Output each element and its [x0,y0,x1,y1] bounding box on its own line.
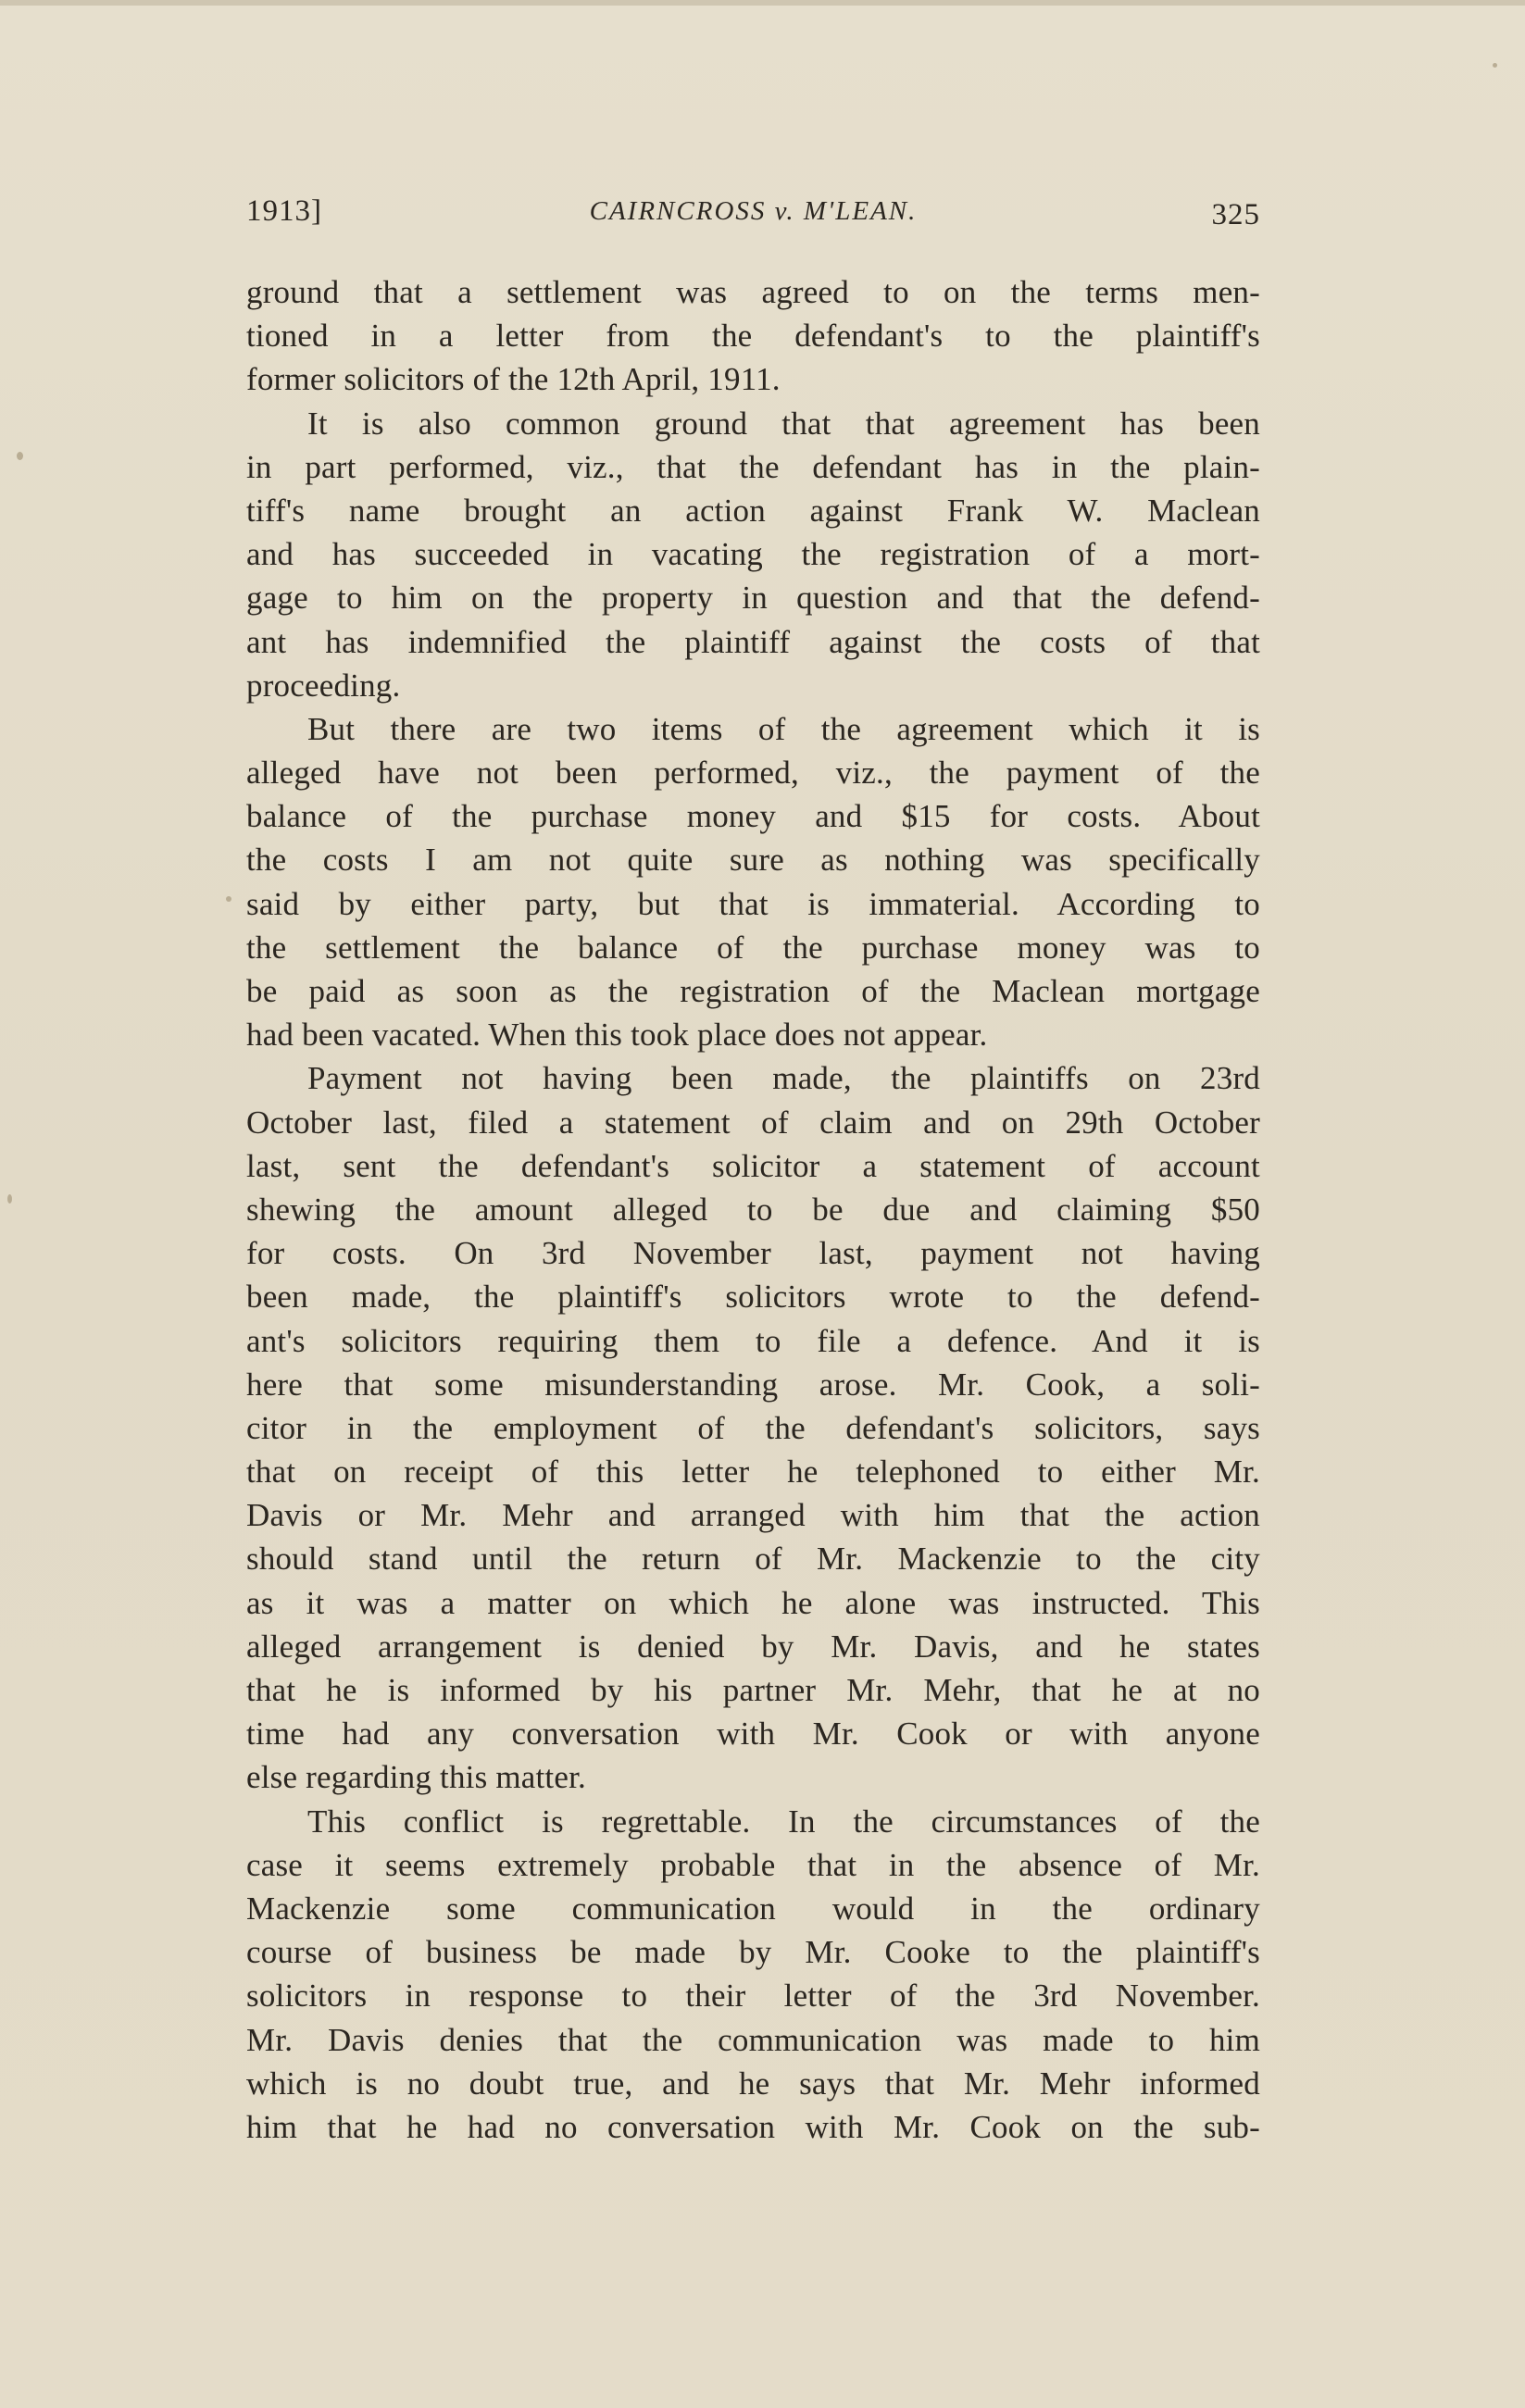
text-line: that on receipt of this letter he telephoned to either Mr. [246,1454,1260,1491]
text-line: gage to him on the property in question and that the defend- [246,580,1260,617]
text-line: Davis or Mr. Mehr and arranged with him that the action [246,1497,1260,1534]
text-line: solicitors in response to their letter of the 3rd November. [246,1978,1260,2015]
text-line: former solicitors of the 12th April, 1911. [246,361,781,398]
text-line: case it seems extremely probable that in the absence of Mr. [246,1846,1260,1883]
text-line: for costs. On 3rd November last, payment not having [246,1235,1260,1272]
text-line: last, sent the defendant's solicitor a statement of account [246,1147,1260,1184]
header-year: 1913] [246,194,322,228]
text-line: It is also common ground that that agreement has been [307,405,1260,442]
text-line: proceeding. [246,667,401,704]
text-line: time had any conversation with Mr. Cook or with anyone [246,1716,1260,1753]
page-top-edge [0,0,1525,6]
text-line: else regarding this matter. [246,1759,586,1796]
text-line: said by either party, but that is immaterial. According to [246,885,1260,922]
text-line: here that some misunderstanding arose. Mr. Cook, a soli- [246,1366,1260,1403]
text-line: October last, filed a statement of claim and on 29th October [246,1104,1260,1141]
text-line: had been vacated. When this took place does not appear. [246,1017,988,1054]
text-line: in part performed, viz., that the defendant has in the plain- [246,448,1260,485]
text-line: ground that a settlement was agreed to on the terms men- [246,274,1260,310]
text-line: which is no doubt true, and he says that Mr. Mehr informed [246,2065,1260,2102]
text-line: as it was a matter on which he alone was instructed. This [246,1584,1260,1621]
paper-speck [17,452,23,460]
text-line: be paid as soon as the registration of the Maclean mortgage [246,973,1260,1009]
text-line: Payment not having been made, the plaintiffs on 23rd [307,1060,1260,1097]
text-line: Mr. Davis denies that the communication was made to him [246,2021,1260,2058]
text-line: ant's solicitors requiring them to file a defence. And it is [246,1322,1260,1359]
text-line: the costs I am not quite sure as nothing was specifically [246,842,1260,879]
header-case-title: CAIRNCROSS v. M'LEAN. [589,196,918,226]
page-number: 325 [1211,198,1260,231]
body-text [246,270,1260,2149]
paper-speck [226,896,231,902]
text-line: Mackenzie some communication would in the ordinary [246,1890,1260,1927]
text-line: tiff's name brought an action against Frank W. Maclean [246,492,1260,529]
text-line: alleged have not been performed, viz., the payment of the [246,755,1260,792]
text-line: balance of the purchase money and $15 for costs. About [246,798,1260,835]
text-line: citor in the employment of the defendant's solicitors, says [246,1409,1260,1446]
text-line: course of business be made by Mr. Cooke to the plaintiff's [246,1934,1260,1971]
text-line: been made, the plaintiff's solicitors wrote to the defend- [246,1279,1260,1316]
text-line: But there are two items of the agreement which it is [307,710,1260,747]
text-line: him that he had no conversation with Mr. Cook on the sub- [246,2108,1260,2145]
text-line: shewing the amount alleged to be due and claiming $50 [246,1191,1260,1228]
text-line: the settlement the balance of the purchase money was to [246,929,1260,966]
paper-speck [1493,63,1497,68]
running-header [246,194,1260,239]
text-line: alleged arrangement is denied by Mr. Davis, and he states [246,1628,1260,1665]
paper-speck [7,1194,12,1204]
text-line: This conflict is regrettable. In the circumstances of the [307,1803,1260,1840]
text-line: tioned in a letter from the defendant's to the plaintiff's [246,318,1260,355]
text-line: and has succeeded in vacating the registration of a mort- [246,536,1260,573]
text-line: that he is informed by his partner Mr. Mehr, that he at no [246,1672,1260,1708]
text-line: should stand until the return of Mr. Mackenzie to the city [246,1541,1260,1578]
text-line: ant has indemnified the plaintiff against the costs of that [246,623,1260,660]
